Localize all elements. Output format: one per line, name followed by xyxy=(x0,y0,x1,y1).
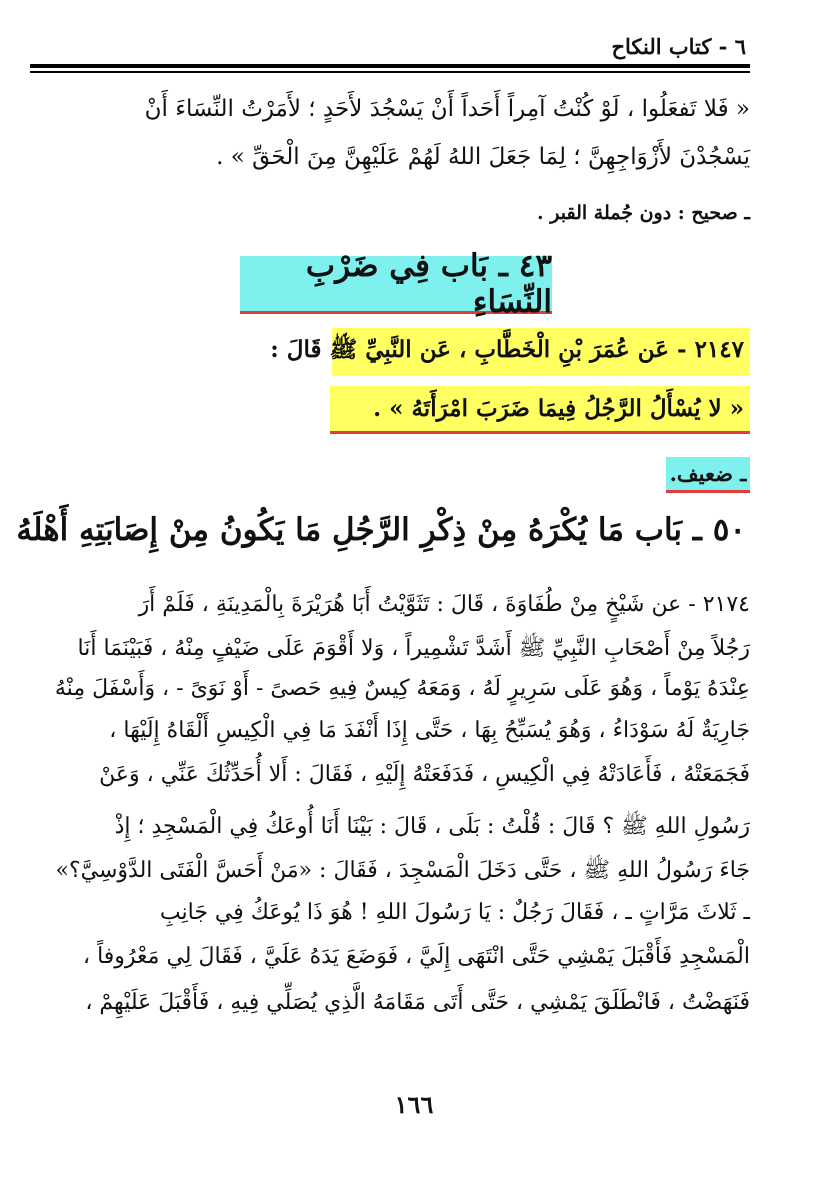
hadith-2174-line: ٢١٧٤ - عن شَيْخٍ مِنْ طُفَاوَةَ ، قَالَ : تَثَوَّيْتُ أَبَا هُرَيْرَةَ بِالْمَدِينَةِ ، فَلَمْ أَرَ xyxy=(138,592,750,617)
header-rule-thick xyxy=(30,64,750,68)
page-number: ١٦٦ xyxy=(394,1090,434,1119)
hadith-2174-line: جَارِيَةٌ لَهُ سَوْدَاءُ ، وَهُوَ يُسَبِّحُ بِهَا ، حَتَّى إِذَا أَنْفَدَ مَا فِي الْكِيسِ أَلْقَاهُ إِلَيْهَا ، xyxy=(109,718,750,743)
hadith-2174-line: فَجَمَعَتْهُ ، فَأَعَادَتْهُ فِي الْكِيسِ ، فَدَفَعَتْهُ إِلَيْهِ ، فَقَالَ : أَلا أُحَدِّثُكَ عَنِّي ، وَعَنْ xyxy=(99,762,750,787)
intro-line-1: « فَلا تَفعَلُوا ، لَوْ كُنْتُ آمِراً أَحَداً أَنْ يَسْجُدَ لأَحَدٍ ؛ لأَمَرْتُ النِّسَاءَ أَنْ xyxy=(144,96,750,122)
running-header: ٦ - كتاب النكاح xyxy=(611,34,746,59)
hadith-2174-line: فَنَهَضْتُ ، فَانْطَلَقَ يَمْشِي ، حَتَّى أَتَى مَقَامَهُ الَّذِي يُصَلِّي فِيهِ ، فَأَقْبَلَ عَلَيْهِمْ ، xyxy=(85,990,750,1015)
hadith-2174-line: الْمَسْجِدِ فَأَقْبَلَ يَمْشِي حَتَّى انْتَهَى إِلَيَّ ، فَوَضَعَ يَدَهُ عَلَيَّ ، فَقَالَ لِي مَعْرُوفاً ، xyxy=(82,944,750,969)
hadith-2147-line-2: « لا يُسْأَلُ الرَّجُلُ فِيمَا ضَرَبَ امْرَأَتَهُ » . xyxy=(330,386,750,434)
hadith-2147-line-1: ٢١٤٧ - عَن عُمَرَ بْنِ الْخَطَّابِ ، عَن النَّبِيِّ ﷺ قَالَ : xyxy=(332,328,750,376)
hadith-2174-line: جَاءَ رَسُولُ اللهِ ﷺ ، حَتَّى دَخَلَ الْمَسْجِدَ ، فَقَالَ : «مَنْ أَحَسَّ الْفَتَى الدَّوْسِيَّ؟» xyxy=(55,858,750,883)
hadith-2174-line: عِنْدَهُ يَوْماً ، وَهُوَ عَلَى سَرِيرٍ لَهُ ، وَمَعَهُ كِيسٌ فِيهِ حَصىً - أَوْ نَوَىً - ، وَأَسْفَلَ مِنْهُ xyxy=(54,676,750,701)
hadith-2174-line: رَجُلاً مِنْ أَصْحَابِ النَّبِيِّ ﷺ أَشَدَّ تَشْمِيراً ، وَلا أَقْوَمَ عَلَى ضَيْفٍ مِنْهُ ، فَبَيْنَمَا أَنَا xyxy=(77,636,750,661)
verdict-weak: ـ ضعيف. xyxy=(666,457,750,493)
intro-line-2: يَسْجُدْنَ لأَزْوَاجِهِنَّ ؛ لِمَا جَعَلَ اللهُ لَهُمْ عَلَيْهِنَّ مِنَ الْحَقِّ » . xyxy=(216,144,750,170)
chapter-43-heading: ٤٣ ـ بَاب فِي ضَرْبِ النِّسَاءِ xyxy=(240,256,552,314)
chapter-50-heading: ٥٠ ـ بَاب مَا يُكْرَهُ مِنْ ذِكْرِ الرَّجُلِ مَا يَكُونُ مِنْ إِصَابَتِهِ أَهْلَهُ xyxy=(16,512,746,548)
intro-verdict: ـ صحيح : دون جُملة القبر . xyxy=(537,202,750,224)
header-rule-thin xyxy=(30,71,750,73)
hadith-2174-line: رَسُولِ اللهِ ﷺ ؟ قَالَ : قُلْتُ : بَلَى ، قَالَ : بَيْنَا أَنَا أُوعَكُ فِي الْمَسْجِدِ ؛ إِذْ xyxy=(114,814,750,839)
hadith-2174-line: ـ ثَلاثَ مَرَّاتٍ ـ ، فَقَالَ رَجُلٌ : يَا رَسُولَ اللهِ ! هُوَ ذَا يُوعَكُ فِي جَانِبِ xyxy=(159,900,750,925)
